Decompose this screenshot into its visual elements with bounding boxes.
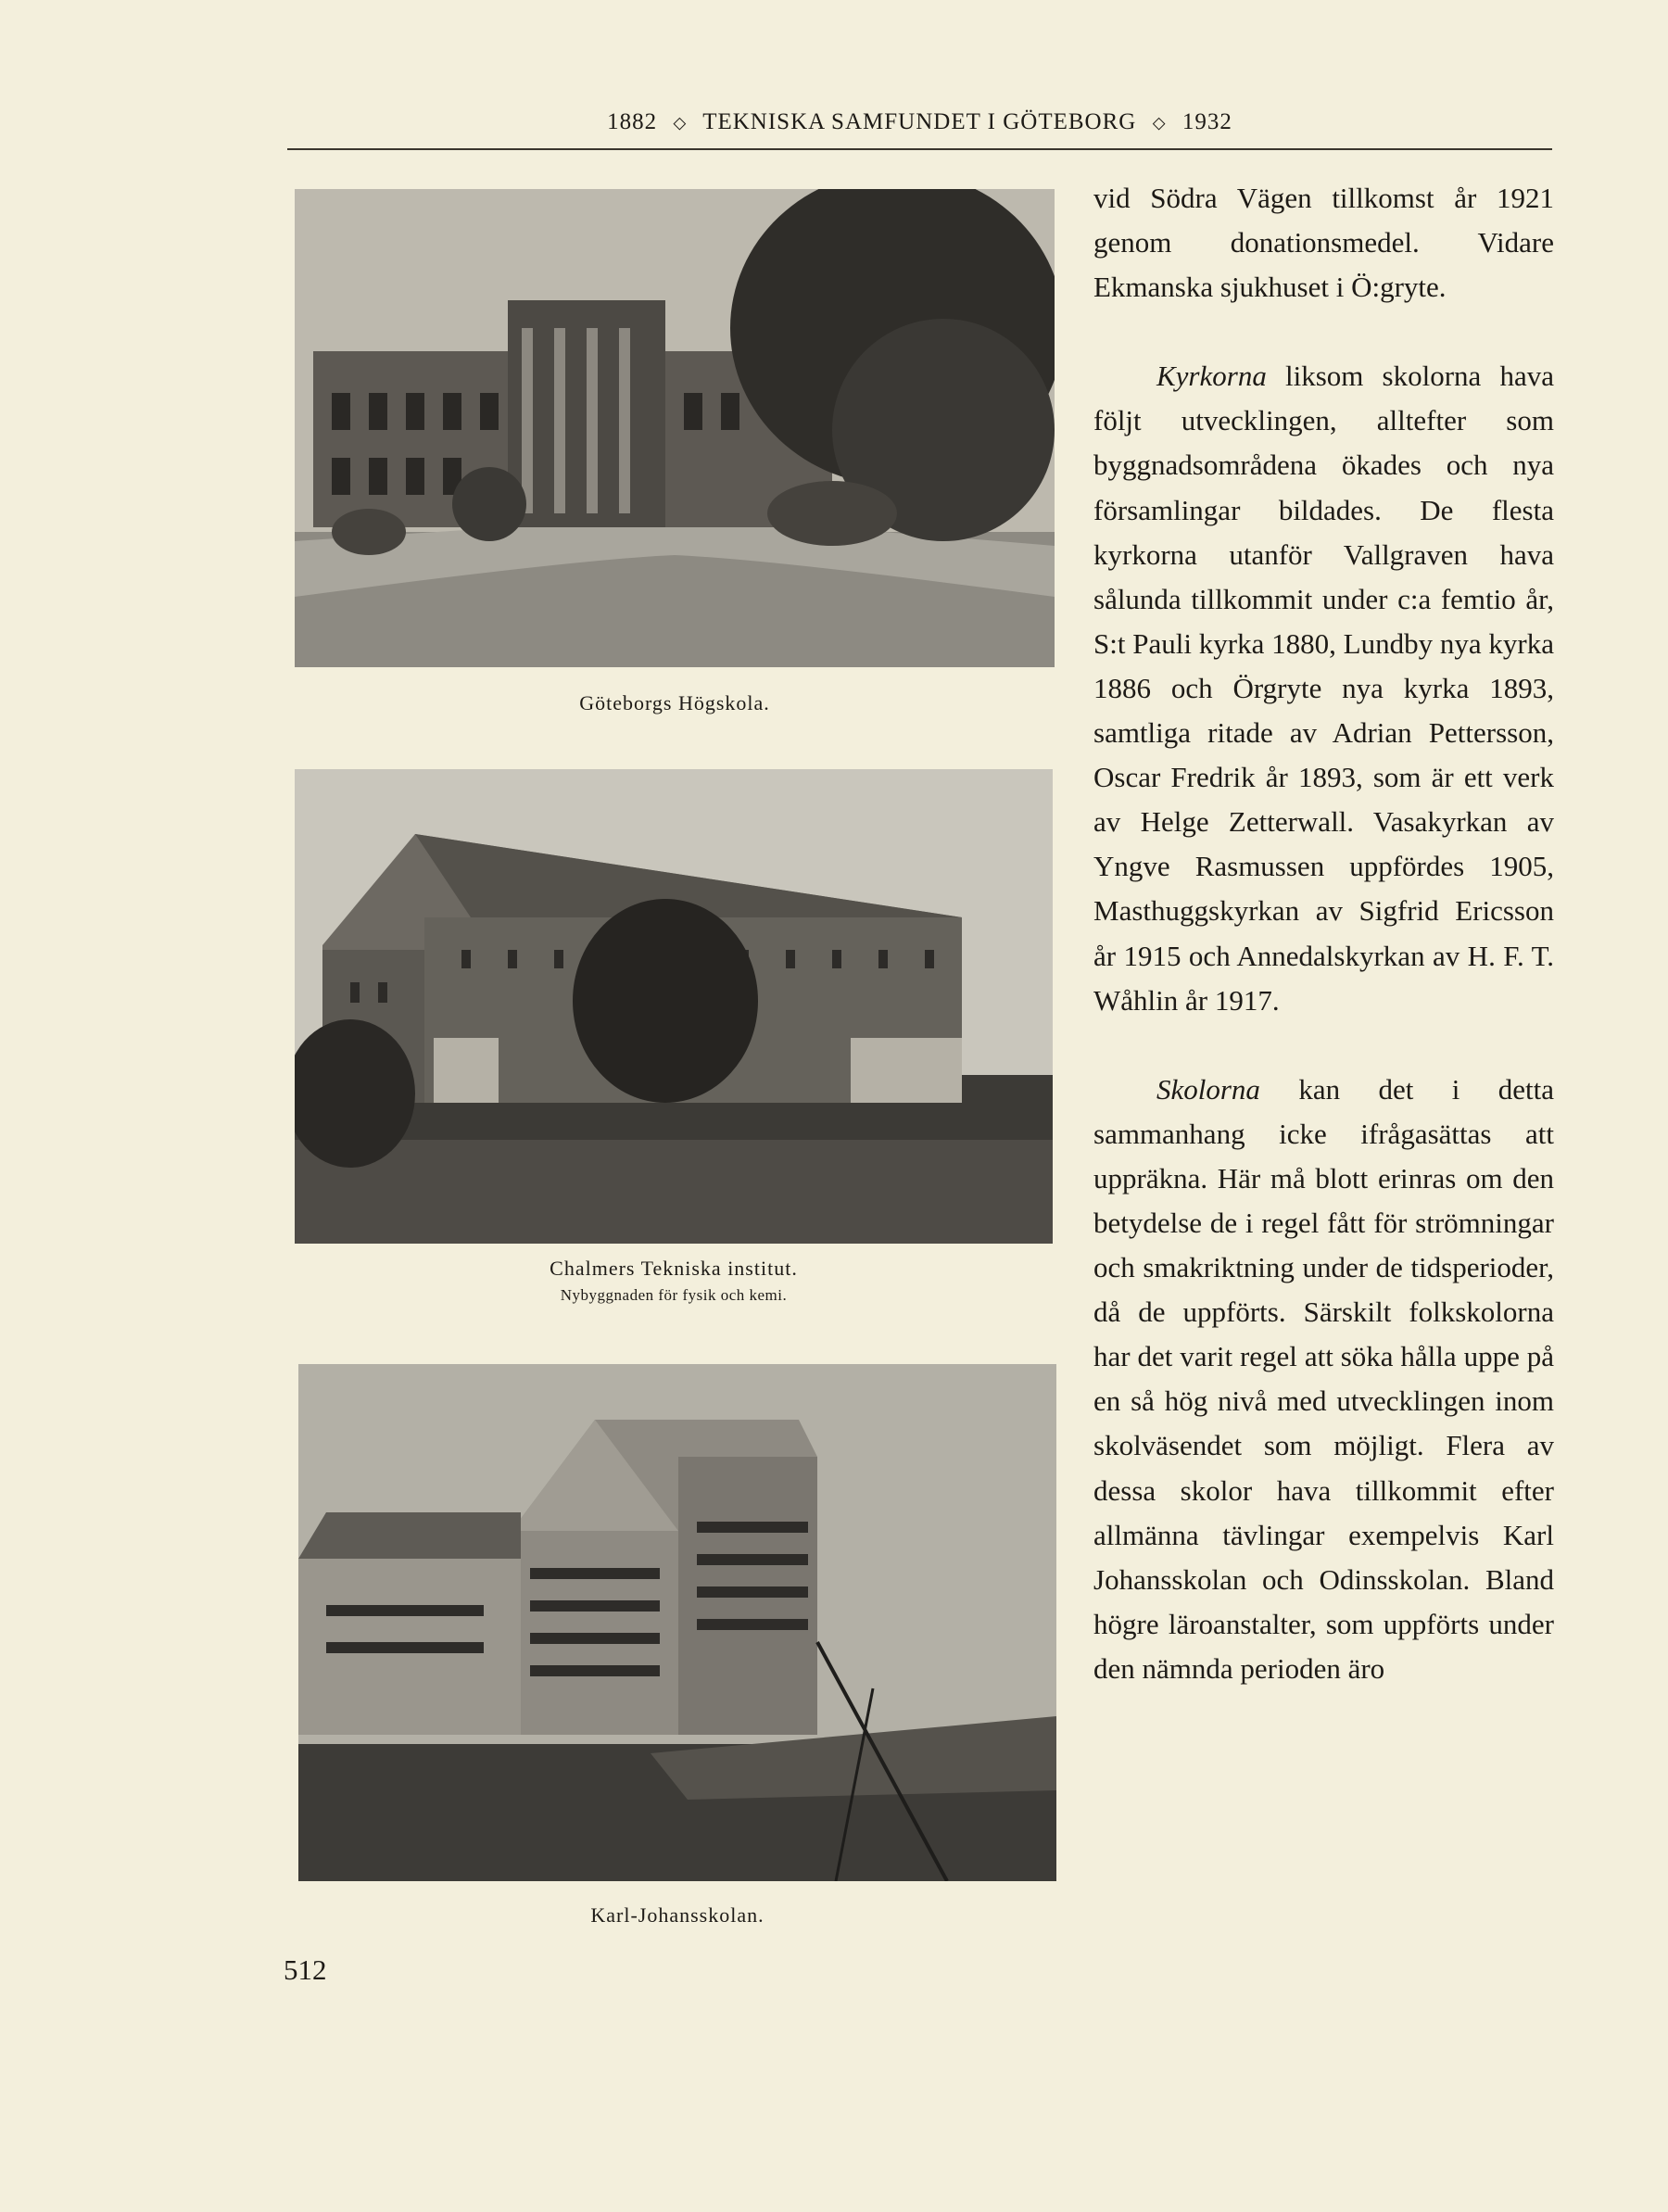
header-separator-icon: ⬦ xyxy=(1152,113,1167,133)
paragraph-2-lead: Kyrkorna xyxy=(1156,360,1267,393)
paragraph-2-text: liksom skolorna hava följt utvecklingen, alltefter som byggnadsområdena ökades och nya församlingar bildades. De flesta kyrkorna utanför Vallgraven hava sålunda tillkommit under c:a femtio år, S:t Pauli kyrka 1880, Lundby nya kyrka 1886 och Örgryte nya kyrka 1893, samtliga ritade av Adrian Pettersson, Oscar Fredrik år 1893, som är ett verk av Helge Zetterwall. Vasakyrkan av Yngve Rasmussen uppfördes 1905, Masthuggskyrkan av Sigfrid Ericsson år 1915 och Annedalskyrkan av H. F. T. Wåhlin år 1917. xyxy=(1093,360,1554,1017)
paragraph-3-lead: Skolorna xyxy=(1156,1072,1260,1106)
header-title: TEKNISKA SAMFUNDET I GÖTEBORG xyxy=(702,109,1137,134)
caption-karl-johansskolan xyxy=(298,1903,1056,1928)
paragraph-3 xyxy=(1093,1068,1554,1691)
paragraph-3-text: kan det i detta sammanhang icke ifrågasättas att uppräkna. Här må blott erinras om den betydelse de i regel fått för strömningar och smakriktning under de tidsperioder, då de uppförts. Särskilt folkskolorna har det varit regel att söka hålla uppe på en så hög nivå med utvecklingen inom skolväsendet som möjligt. Flera av dessa skolor hava tillkommit efter allmänna tävlingar exempelvis Karl Johansskolan och Odinsskolan. Bland högre läroanstalter, som uppförts under den nämnda perioden äro xyxy=(1093,1072,1554,1685)
photo-chalmers xyxy=(295,769,1053,1244)
photo-goteborgs-hogskola xyxy=(295,189,1055,667)
caption-subtext: Nybyggnaden för fysik och kemi. xyxy=(560,1286,788,1304)
header-year-end: 1932 xyxy=(1182,109,1232,134)
running-header xyxy=(287,109,1552,135)
header-separator-icon: ⬦ xyxy=(673,113,688,133)
paragraph-2 xyxy=(1093,354,1554,1022)
caption-text: Göteborgs Högskola. xyxy=(579,691,770,714)
photo-karl-johansskolan xyxy=(298,1364,1056,1881)
caption-goteborgs-hogskola xyxy=(295,691,1055,715)
paragraph-1: vid Södra Vägen tillkomst år 1921 genom donationsmedel. Vidare Ekmanska sjukhuset i Ö:gryte. xyxy=(1093,182,1554,304)
header-year-start: 1882 xyxy=(607,109,658,134)
body-text-column xyxy=(1093,176,1554,1691)
header-rule xyxy=(287,148,1552,150)
caption-chalmers xyxy=(295,1257,1053,1305)
caption-text: Karl-Johansskolan. xyxy=(590,1903,764,1927)
page-number: 512 xyxy=(284,1953,327,1986)
caption-text: Chalmers Tekniska institut. xyxy=(550,1257,798,1280)
